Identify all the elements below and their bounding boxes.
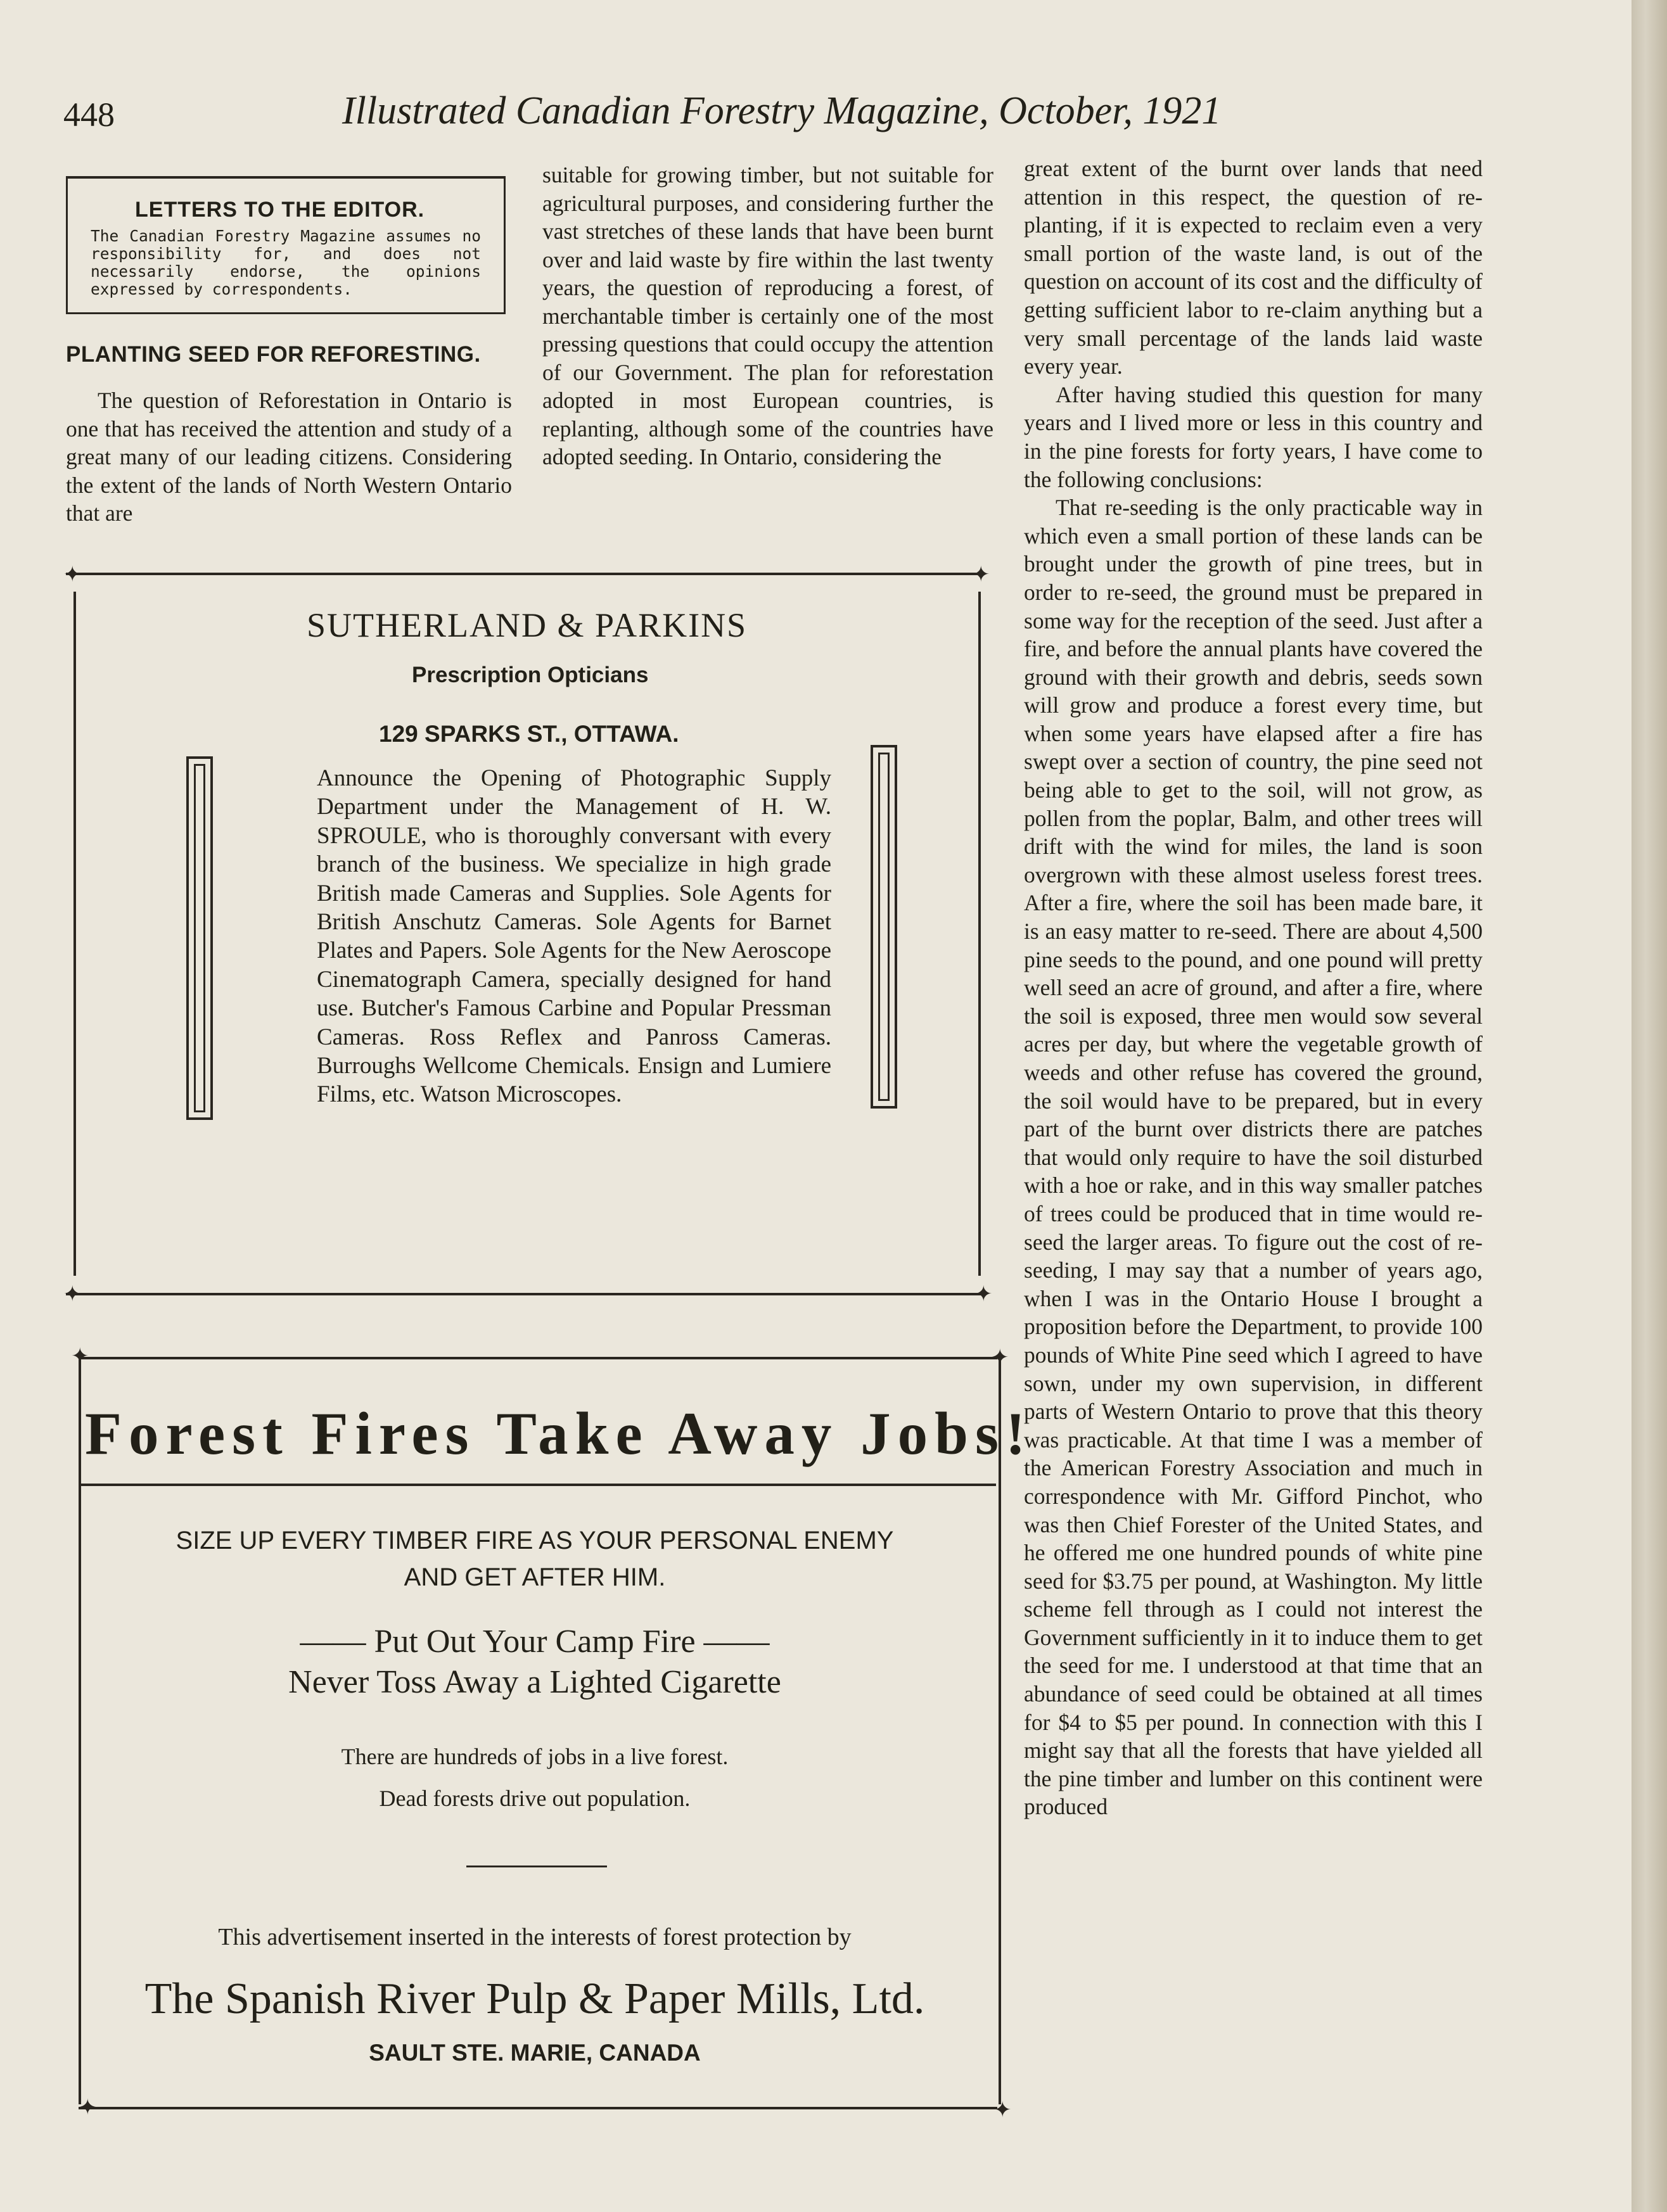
corner-ornament-icon: ✦ [972,562,990,587]
ad-inserted-by: This advertisement inserted in the interests of forest protection by [218,1924,852,1950]
journal-title: Illustrated Canadian Forestry Magazine, October, 1921 [342,89,1222,132]
ad-line-1: SIZE UP EVERY TIMBER FIRE AS YOUR PERSONAL ENEMY [176,1527,894,1554]
page-edge [1632,0,1667,2212]
article-paragraph: After having studied this question for many years and I lived more or less in this country and in the pine forests for forty years, I have come to the following conclusions: [1024,381,1483,492]
article-paragraph: great extent of the burnt over lands that need attention in this respect, the question of re-planting, if it is expected to reclaim even a very small portion of the waste land, is out of the question on account of its cost and the difficulty of getting sufficient labor to re-claim anything but a very small percentage of the lands laid waste every year. [1024,156,1483,379]
corner-ornament-icon: ✦ [991,1345,1009,1370]
ad-company-name: SUTHERLAND & PARKINS [307,606,748,644]
sutherland-parkins-advertisement [63,562,993,1307]
ad-sponsor-name: The Spanish River Pulp & Paper Mills, Ltd. [144,1974,925,2023]
page-header [63,89,1222,146]
corner-ornament-icon: ✦ [63,562,82,587]
left-ornament-bar [186,756,213,1120]
article-paragraph: The question of Reforestation in Ontario is one that has received the attention and study of a great many of our leading citizens. Considering the extent of the lands of North Western Ontario that are [66,388,512,526]
ad-border-right [978,592,981,1276]
letters-title: LETTERS TO THE EDITOR. [135,198,425,222]
article-heading: PLANTING SEED FOR REFORESTING. [66,342,481,367]
ad-camp-fire-line: —— Put Out Your Camp Fire —— [300,1624,770,1660]
corner-ornament-icon: ✦ [79,2095,97,2120]
ad-jobs-line-2: Dead forests drive out population. [379,1786,691,1811]
article-paragraph: suitable for growing timber, but not suitable for agricultural purposes, and considering further the vast stretches of these lands that have been burnt over and laid waste by fire within the last twenty years, the question of reproducing a forest, of merchantable timber is certainly one of the most pressing questions that could occupy the attention of our Government. The plan for reforestation adopted in most European countries, is replanting, although some of the countries have adopted seeding. In Ontario, considering the [542,162,993,469]
ad-jobs-line-1: There are hundreds of jobs in a live forest. [341,1744,729,1769]
right-ornament-bar [871,745,897,1109]
article-paragraph: That re-seeding is the only practicable way in which even a small portion of these lands can be brought under the growth of pine trees, but in order to re-seed, the ground must be prepared in some way for the reception of the seed. Just after a fire, and before the annual plants have covered the ground with their growth and debris, seeds sown will grow and produce a forest every time, but when some years have elapsed after a fire has swept over a section of country, the pine seed not being able to get to the soil, will not grow, as pollen from the poplar, Balm, and other trees will drift with the wind for miles, the land is soon overgrown with these almost useless forest trees. After a fire, where the soil has been made bare, it is an easy matter to re-seed. There are about 4,500 pine seeds to the pound, and one pound will pretty well seed an acre of ground, and after a fire, where the soil is exposed, three men would sow several acres per day, but where the vegetable growth of weeds and other refuse has covered the ground, the soil would have to be prepared, but in every part of the burnt over districts there are patches that would only require to have the soil disturbed with a hoe or rake, and in this way smaller patches of trees could be produced that in time would re-seed the larger areas. To figure out the cost of re-seeding, I may say that a number of years ago, when I was in the Ontario House I brought a proposition before the Department, to provide 100 pounds of White Pine seed which I agreed to have sown, under my own supervision, in different parts of Western Ontario to prove that this theory was practicable. At that time I was a member of the American Forestry Association and much in correspondence with Mr. Gifford Pinchot, who was then Chief Forester of the United States, and he offered me one hundred pounds of white pine seed for $3.75 per pound, at Washington. My little scheme fell through as I could not interest the Government sufficiently in it to induce them to get the seed for me. I understood at that time that an abundance of seed could be obtained at all times for $4 to $5 per pound. In connection with this I might say that all the forests that have yielded all the pine timber and lumber on this continent were produced [1024,495,1483,1820]
corner-ornament-icon: ✦ [71,1344,89,1369]
article-column-3 [1024,155,1483,1821]
corner-ornament-icon: ✦ [974,1281,993,1307]
ad-headline: Forest Fires Take Away Jobs! [85,1400,1033,1467]
ad-border-left [73,592,76,1276]
letters-to-editor-box [66,176,506,314]
ad-body-text: Announce the Opening of Photographic Supply Department under the Management of H. W. SPROULE, who is thoroughly conversant with every branch of the business. We specialize in high grade British made Cameras and Supplies. Sole Agents for British Anschutz Cameras. Sole Agents for Barnet Plates and Papers. Sole Agents for the New Aeroscope Cinematograph Camera, specially designed for hand use. Butcher's Famous Carbine and Popular Pressman Cameras. Ross Reflex and Panross Cameras. Burroughs Wellcome Chemicals. Ensign and Lumiere Films, etc. Watson Microscopes. [317,765,831,1108]
ad-cigarette-line: Never Toss Away a Lighted Cigarette [288,1664,781,1700]
letters-disclaimer: The Canadian Forestry Magazine assumes no responsibility for, and does not necessarily endorse, the opinions expressed by correspondents. [91,227,481,298]
headline-rule [81,1484,996,1486]
ad-border-top [66,573,985,575]
ad-border-bottom [66,1293,985,1295]
ad-address: 129 SPARKS ST., OTTAWA. [379,721,679,747]
ad-border-bottom [79,2107,997,2109]
ad-line-2: AND GET AFTER HIM. [404,1563,666,1591]
ad-subtitle: Prescription Opticians [412,663,649,687]
forest-fires-advertisement [66,1340,1033,2123]
corner-ornament-icon: ✦ [993,2097,1012,2123]
corner-ornament-icon: ✦ [63,1281,82,1307]
article-column-1 [66,386,512,528]
page-number: 448 [63,96,115,134]
divider-rule [466,1866,607,1867]
article-column-2 [542,161,993,471]
ad-sponsor-city: SAULT STE. MARIE, CANADA [369,2040,701,2066]
